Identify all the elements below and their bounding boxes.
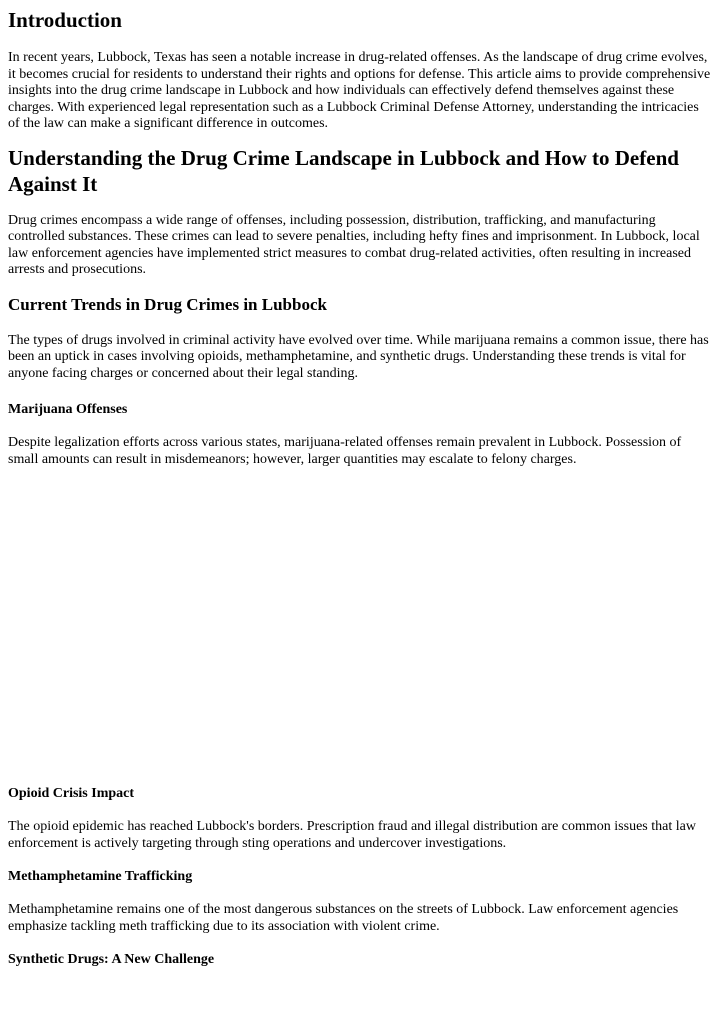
main-paragraph: Drug crimes encompass a wide range of offenses, including possession, distribution, trafficking, and manufacturing controlled substances. These crimes can lead to severe penalties, including hefty fines and imprisonment. In Lubbock, local law enforcement agencies have implemented strict measures to combat drug-related activities, often resulting in increased arrests and prosecutions.: [8, 212, 700, 277]
intro-paragraph: In recent years, Lubbock, Texas has seen a notable increase in drug-related offenses. As the landscape of drug crime evolves, it becomes crucial for residents to understand their rights and options for defense. This article aims to provide comprehensive insights into the drug crime landscape in Lubbock and how individuals can effectively defend themselves against these charges. With experienced legal representation such as a Lubbock Criminal Defense Attorney, understanding the intricacies of the law can make a significant difference in outcomes.: [8, 50, 711, 131]
opioid-heading: Opioid Crisis Impact: [8, 786, 135, 801]
marijuana-heading: Marijuana Offenses: [8, 402, 128, 417]
opioid-paragraph: The opioid epidemic has reached Lubbock's borders. Prescription fraud and illegal distribution are common issues that law enforcement is actively targeting through sting operations and undercover investigations.: [8, 819, 696, 851]
main-heading: Understanding the Drug Crime Landscape in Lubbock and How to Defend Against It: [8, 145, 679, 196]
trends-heading: Current Trends in Drug Crimes in Lubbock: [8, 294, 327, 314]
trends-paragraph: The types of drugs involved in criminal activity have evolved over time. While marijuana remains a common issue, there has been an uptick in cases involving opioids, methamphetamine, and synthetic drugs. Understanding these trends is vital for anyone facing charges or concerned about their legal standing.: [8, 332, 709, 381]
blank-image-area: [8, 468, 712, 786]
synthetic-heading: Synthetic Drugs: A New Challenge: [8, 952, 215, 967]
article: [0, 8, 720, 968]
intro-heading: Introduction: [8, 8, 122, 32]
meth-paragraph: Methamphetamine remains one of the most dangerous substances on the streets of Lubbock. Law enforcement agencies emphasize tackling meth trafficking due to its association with violent crime.: [8, 902, 679, 934]
marijuana-paragraph: Despite legalization efforts across various states, marijuana-related offenses remain prevalent in Lubbock. Possession of small amounts can result in misdemeanors; however, larger quantities may escalate to felony charges.: [8, 435, 682, 467]
meth-heading: Methamphetamine Trafficking: [8, 869, 193, 884]
